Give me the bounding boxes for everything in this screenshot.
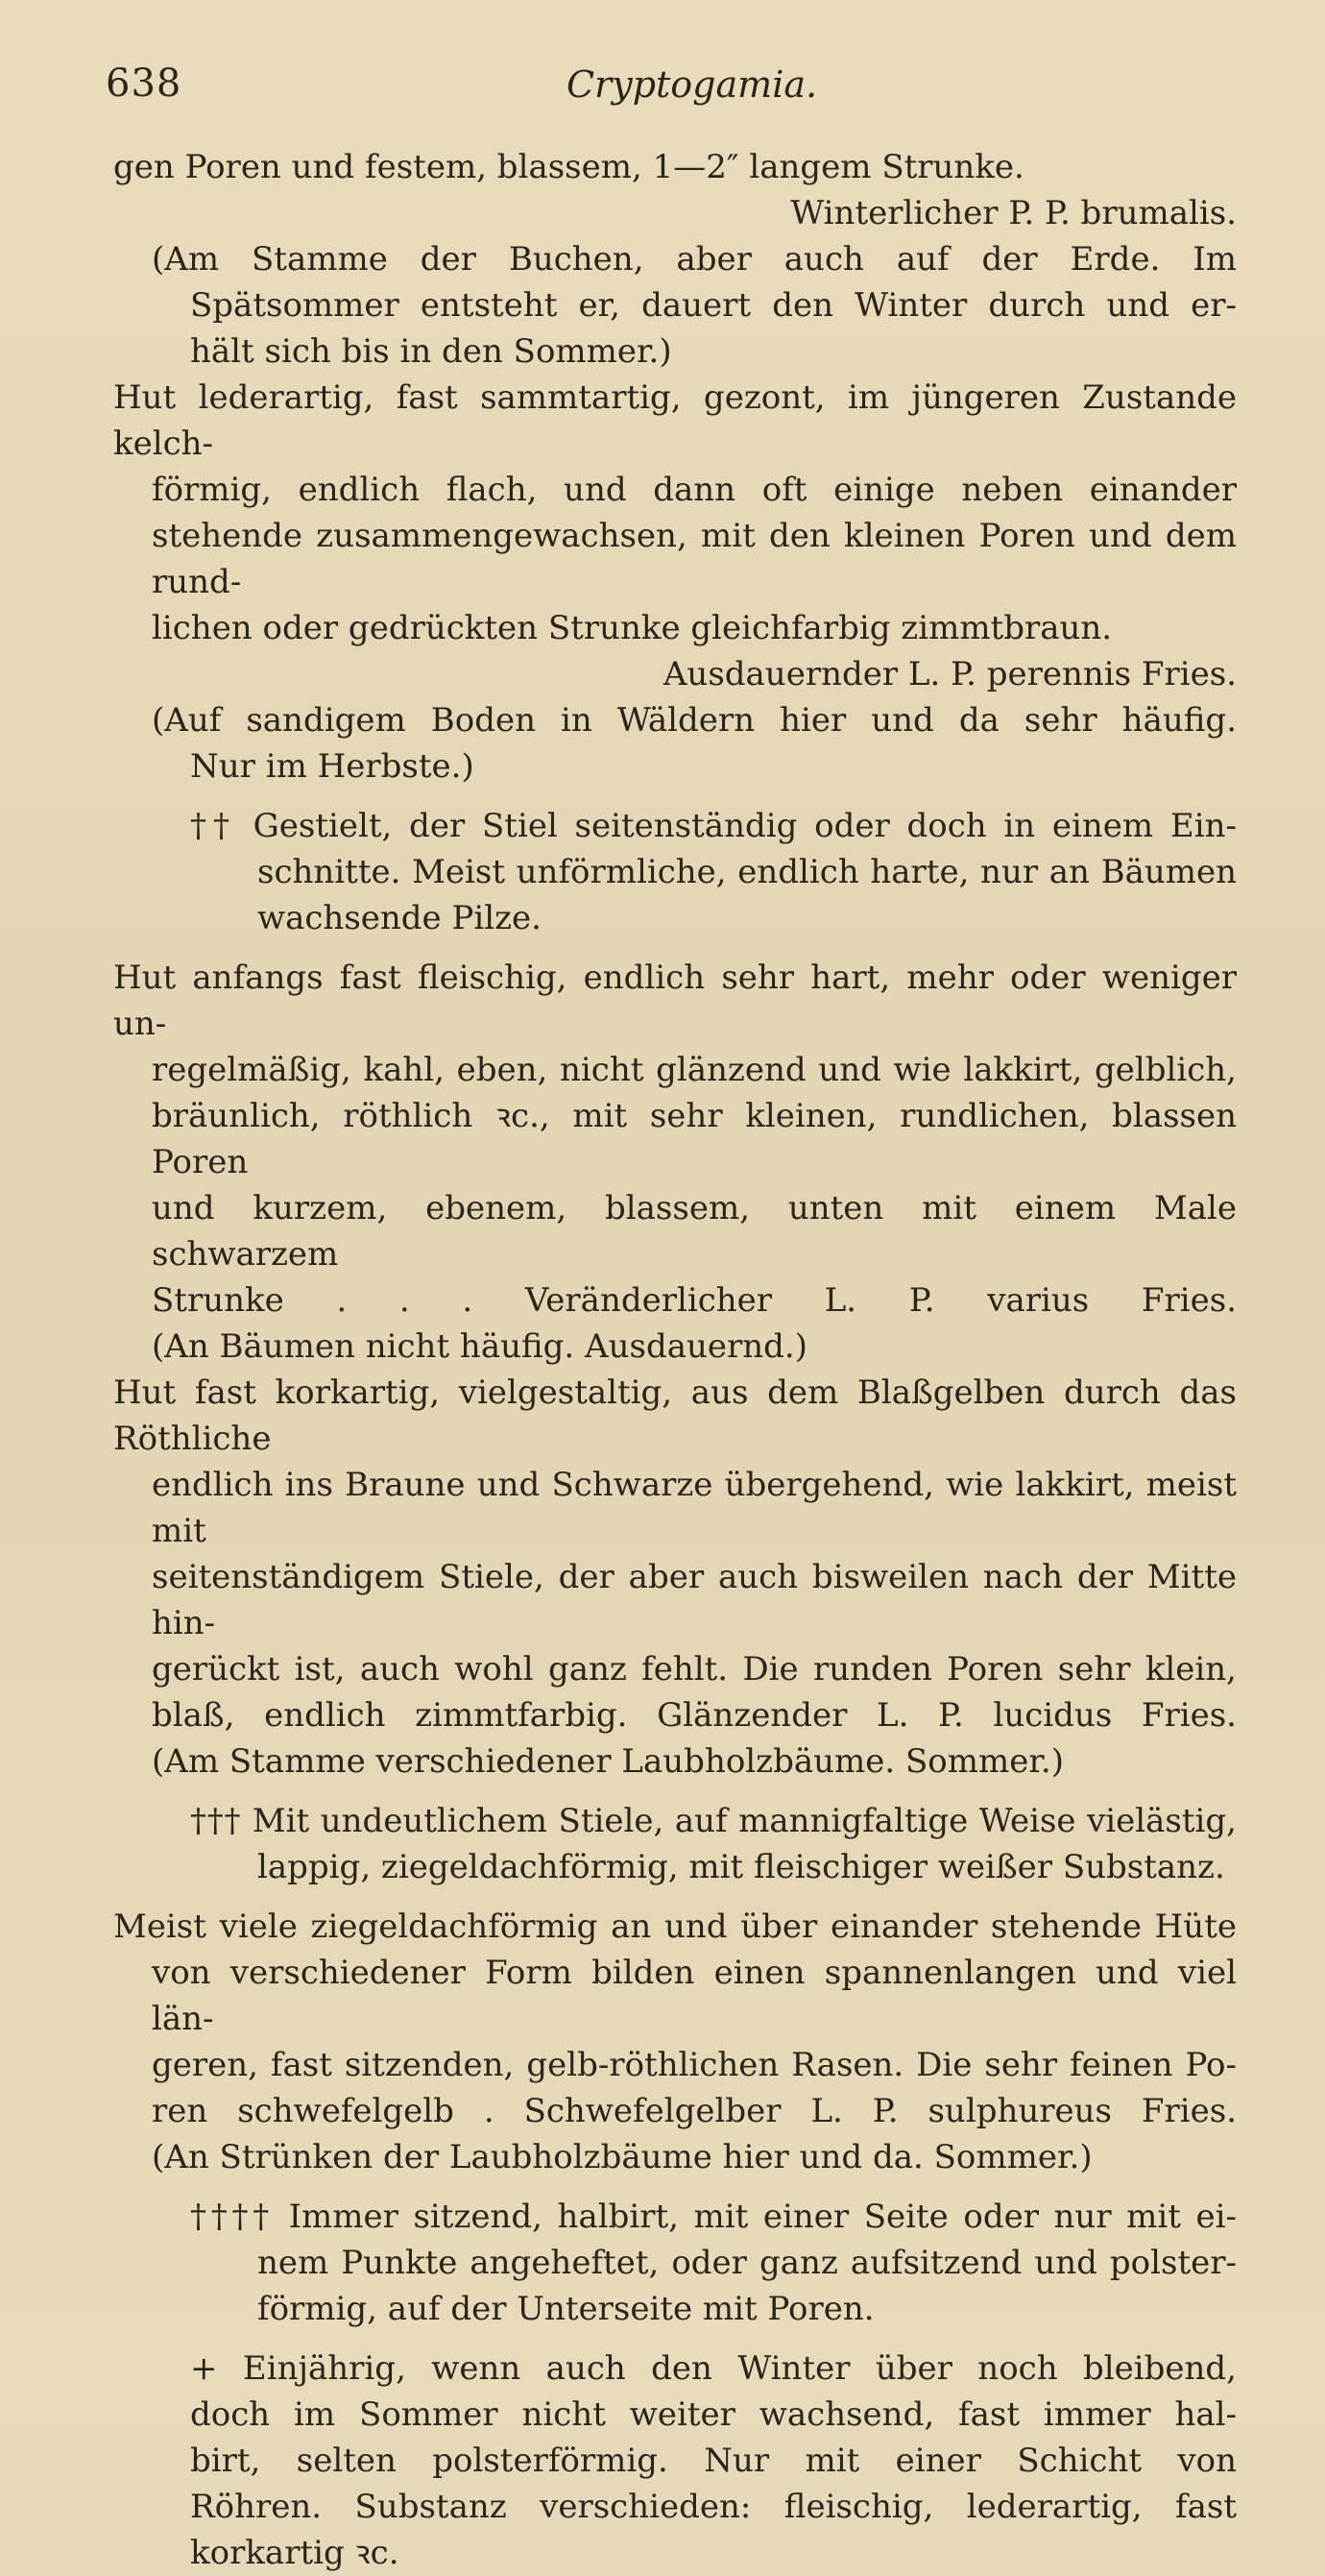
text-line: gerückt ist, auch wohl ganz fehlt. Die runden Poren sehr klein, xyxy=(152,1650,1237,1689)
species-name-line: Winterlicher P. P. brumalis. xyxy=(790,194,1237,232)
text-line: (An Strünken der Laubholzbäume hier und da. Sommer.) xyxy=(152,2138,1093,2176)
text-line: (An Bäumen nicht häufig. Ausdauernd.) xyxy=(152,1327,807,1366)
subgroup-heading-line: korkartig ꝛc. xyxy=(190,2534,399,2572)
spacer xyxy=(113,2332,1237,2345)
text-line: ren schwefelgelb . Schwefelgelber L. P. sulphureus Fries. xyxy=(152,2092,1237,2130)
subgroup-heading-line: †† Gestielt, der Stiel seitenständig oder doch in einem Ein- xyxy=(190,807,1237,845)
text-line: geren, fast sitzenden, gelb-röthlichen Rasen. Die sehr feinen Po- xyxy=(152,2046,1237,2084)
text-line: (Am Stamme der Buchen, aber auch auf der Erde. Im xyxy=(152,240,1237,279)
subgroup-heading-line: †††† Immer sitzend, halbirt, mit einer Seite oder nur mit ei- xyxy=(190,2198,1237,2236)
spacer xyxy=(113,941,1237,955)
subgroup-heading-line: förmig, auf der Unterseite mit Poren. xyxy=(257,2290,875,2328)
subgroup-heading-line: lappig, ziegeldachförmig, mit fleischiger weißer Substanz. xyxy=(257,1848,1225,1886)
text-line: (Auf sandigem Boden in Wäldern hier und da sehr häufig. xyxy=(152,701,1237,740)
text-line: (Am Stamme verschiedener Laubholzbäume. Sommer.) xyxy=(152,1742,1064,1781)
subgroup-heading-line: doch im Sommer nicht weiter wachsend, fast immer hal- xyxy=(190,2395,1237,2434)
text-line: regelmäßig, kahl, eben, nicht glänzend und wie lakkirt, gelblich, xyxy=(152,1051,1237,1089)
subgroup-heading-line: birt, selten polsterförmig. Nur mit einer Schicht von xyxy=(190,2442,1237,2480)
spacer xyxy=(113,2180,1237,2194)
text-line: Strunke . . . Veränderlicher L. P. varius Fries. xyxy=(152,1281,1237,1320)
spacer xyxy=(113,1890,1237,1904)
text-line: endlich ins Braune und Schwarze übergehend, wie lakkirt, meist mit xyxy=(152,1466,1237,1550)
text-line: Hut lederartig, fast sammtartig, gezont, im jüngeren Zustande kelch- xyxy=(113,378,1237,463)
text-line: blaß, endlich zimmtfarbig. Glänzender L. P. lucidus Fries. xyxy=(152,1696,1237,1735)
text-line: von verschiedener Form bilden einen spannenlangen und viel län- xyxy=(152,1954,1237,2038)
subgroup-heading-line: Röhren. Substanz verschieden: fleischig, lederartig, fast xyxy=(190,2488,1237,2526)
spacer xyxy=(113,1785,1237,1798)
page-header xyxy=(106,61,1219,119)
text-line: hält sich bis in den Sommer.) xyxy=(190,332,672,371)
page-body xyxy=(113,144,1237,2576)
species-name-line: Ausdauernder L. P. perennis Fries. xyxy=(662,655,1237,693)
text-line: Meist viele ziegeldachförmig an und über einander stehende Hüte xyxy=(113,1908,1237,1946)
text-line: lichen oder gedrückten Strunke gleichfarbig zimmtbraun. xyxy=(152,609,1113,647)
subgroup-heading-line: nem Punkte angeheftet, oder ganz aufsitzend und polster- xyxy=(257,2244,1237,2282)
running-title: Cryptogamia. xyxy=(566,63,818,106)
text-line: Spätsommer entsteht er, dauert den Winter durch und er- xyxy=(190,286,1237,325)
page-number: 638 xyxy=(106,61,182,106)
subgroup-heading-line: schnitte. Meist unförmliche, endlich harte, nur an Bäumen xyxy=(257,853,1237,891)
text-line: stehende zusammengewachsen, mit den kleinen Poren und dem rund- xyxy=(152,517,1237,601)
subgroup-heading-line: + Einjährig, wenn auch den Winter über noch bleibend, xyxy=(190,2349,1237,2388)
text-line: Hut fast korkartig, vielgestaltig, aus dem Blaßgelben durch das Röthliche xyxy=(113,1373,1237,1458)
text-line: förmig, endlich flach, und dann oft einige neben einander xyxy=(152,471,1237,509)
text-line: bräunlich, röthlich ꝛc., mit sehr kleinen, rundlichen, blassen Poren xyxy=(152,1097,1237,1181)
text-line: und kurzem, ebenem, blassem, unten mit einem Male schwarzem xyxy=(152,1189,1237,1274)
spacer xyxy=(113,790,1237,803)
text-line: Hut anfangs fast fleischig, endlich sehr hart, mehr oder weniger un- xyxy=(113,959,1237,1043)
text-line: seitenständigem Stiele, der aber auch bisweilen nach der Mitte hin- xyxy=(152,1558,1237,1642)
text-line: gen Poren und festem, blassem, 1—2″ langem Strunke. xyxy=(113,148,1024,186)
subgroup-heading-line: ††† Mit undeutlichem Stiele, auf mannigfaltige Weise vielästig, xyxy=(190,1802,1237,1840)
text-line: Nur im Herbste.) xyxy=(190,747,474,786)
subgroup-heading-line: wachsende Pilze. xyxy=(257,899,542,937)
